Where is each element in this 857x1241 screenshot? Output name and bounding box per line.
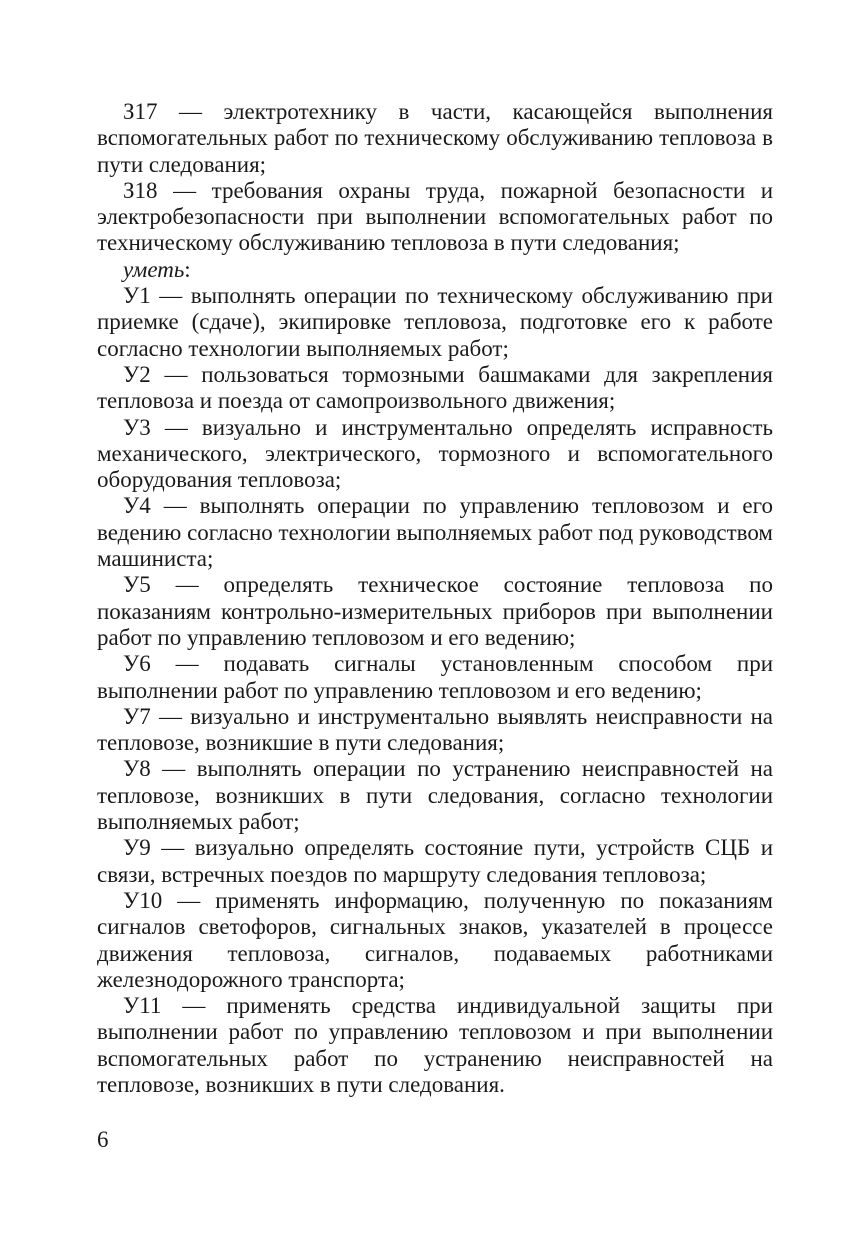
paragraph-u7: У7 — визуально и инструментально выявлять неисправности на тепловозе, возникшие в пути следования;: [97, 703, 773, 756]
paragraph-u5: У5 — определять техническое состояние тепловоза по показаниям контрольно-измерительных приборов при выполнении работ по управлению тепловозом и его ведению;: [97, 572, 773, 650]
paragraph-z17: З17 — электротехнику в части, касающейся выполнения вспомогательных работ по техническому обслуживанию тепловоза в пути следования;: [97, 99, 773, 177]
paragraph-u9: У9 — визуально определять состояние пути, устройств СЦБ и связи, встречных поездов по маршруту следования тепловоза;: [97, 835, 773, 887]
paragraph-u1: У1 — выполнять операции по техническому обслуживанию при приемке (сдаче), экипировке тепловоза, подготовке его к работе согласно технологии выполняемых работ;: [97, 283, 773, 361]
paragraph-u10: У10 — применять информацию, полученную по показаниям сигналов светофоров, сигнальных знаков, указателей в процессе движения тепловоза, сигналов, подаваемых работниками железнодорожного транспорта;: [97, 887, 773, 992]
paragraph-u11: У11 — применять средства индивидуальной защиты при выполнении работ по управлению тепловозом и при выполнении вспомогательных работ по устранению неисправностей на тепловозе, возникших в пути следования.: [97, 993, 773, 1097]
paragraph-u2: У2 — пользоваться тормозными башмаками для закрепления тепловоза и поезда от самопроизвольного движения;: [97, 361, 773, 414]
page-number: 6: [97, 1127, 109, 1152]
section-label-colon: :: [184, 256, 191, 282]
paragraph-z18: З18 — требования охраны труда, пожарной безопасности и электробезопасности при выполнении вспомогательных работ по техническому обслуживанию тепловоза в пути следования;: [97, 177, 773, 256]
paragraph-u3: У3 — визуально и инструментально определять исправность механического, электрического, тормозного и вспомогательного оборудования тепловоза;: [97, 414, 773, 493]
paragraph-u6: У6 — подавать сигналы установленным способом при выполнении работ по управлению тепловозом и его ведению;: [97, 651, 773, 703]
paragraph-u4: У4 — выполнять операции по управлению тепловозом и его ведению согласно технологии выполняемых работ под руководством машиниста;: [97, 493, 773, 572]
body-text: [97, 99, 773, 1098]
paragraph-u8: У8 — выполнять операции по устранению неисправностей на тепловозе, возникших в пути следования, согласно технологии выполняемых работ;: [97, 756, 773, 835]
section-label-umet: [97, 257, 773, 283]
section-label-text: уметь: [123, 256, 185, 282]
